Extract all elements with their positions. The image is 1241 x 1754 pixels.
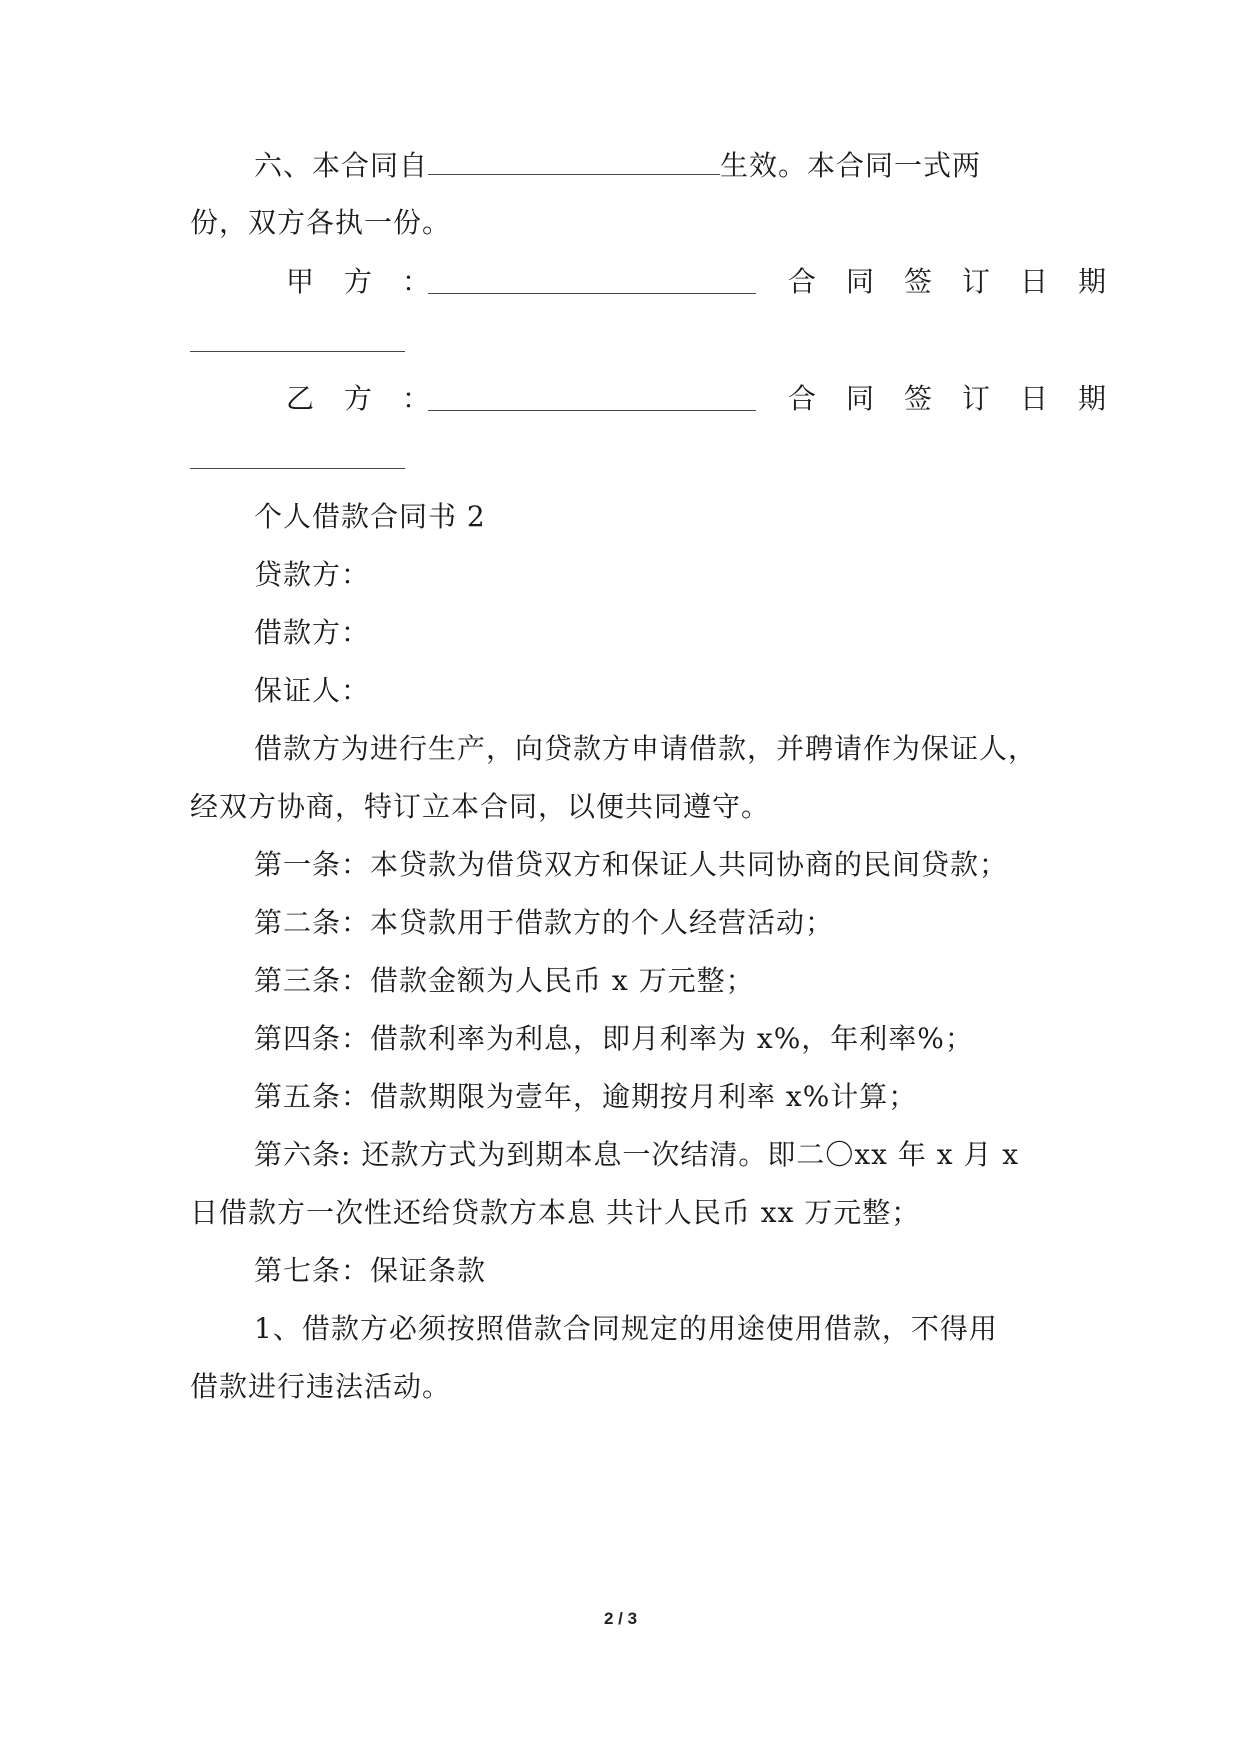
article5: 第五条：借款期限为壹年，逾期按月利率 x%计算； bbox=[254, 1080, 918, 1113]
clause6-line1 bbox=[254, 144, 1050, 186]
article6-line2: 日借款方一次性还给贷款方本息 共计人民币 xx 万元整； bbox=[190, 1196, 921, 1229]
borrower-line: 借款方： bbox=[254, 616, 371, 649]
clause6-suffix: 生效。本合同一式两 bbox=[720, 149, 982, 182]
article4: 第四条：借款利率为利息，即月利率为 x%，年利率%； bbox=[254, 1022, 974, 1055]
party-a-date-label: 合同签订日期 bbox=[788, 265, 1137, 298]
effective-date-blank bbox=[428, 144, 720, 175]
page-number: 2 / 3 bbox=[603, 1609, 638, 1628]
party-b-date-blank bbox=[190, 468, 405, 469]
intro-line1: 借款方为进行生产，向贷款方申请借款，并聘请作为保证人， bbox=[254, 732, 1038, 765]
intro-line2: 经双方协商，特订立本合同，以便共同遵守。 bbox=[190, 790, 771, 823]
item1-line1: 1、借款方必须按照借款合同规定的用途使用借款，不得用 bbox=[254, 1312, 998, 1345]
party-a-signature-blank bbox=[428, 293, 756, 294]
party-b-signature-blank bbox=[428, 410, 756, 411]
guarantor-line: 保证人： bbox=[254, 674, 371, 707]
article7: 第七条：保证条款 bbox=[254, 1254, 487, 1287]
article2: 第二条：本贷款用于借款方的个人经营活动； bbox=[254, 906, 835, 939]
party-a-label: 甲方： bbox=[286, 265, 461, 298]
party-b-date-label: 合同签订日期 bbox=[788, 382, 1137, 415]
article3: 第三条：借款金额为人民币 x 万元整； bbox=[254, 964, 755, 997]
item1-line2: 借款进行违法活动。 bbox=[190, 1370, 452, 1403]
lender-line: 贷款方： bbox=[254, 558, 371, 591]
clause6-line2: 份，双方各执一份。 bbox=[190, 206, 452, 239]
clause6-prefix: 六、本合同自 bbox=[254, 149, 429, 182]
party-b-label: 乙方： bbox=[286, 382, 461, 415]
article1: 第一条：本贷款为借贷双方和保证人共同协商的民间贷款； bbox=[254, 848, 1009, 881]
article6-line1: 第六条: 还款方式为到期本息一次结清。即二〇xx 年 x 月 x bbox=[254, 1138, 1020, 1171]
party-a-date-blank bbox=[190, 351, 405, 352]
contract2-title: 个人借款合同书 2 bbox=[254, 500, 486, 533]
